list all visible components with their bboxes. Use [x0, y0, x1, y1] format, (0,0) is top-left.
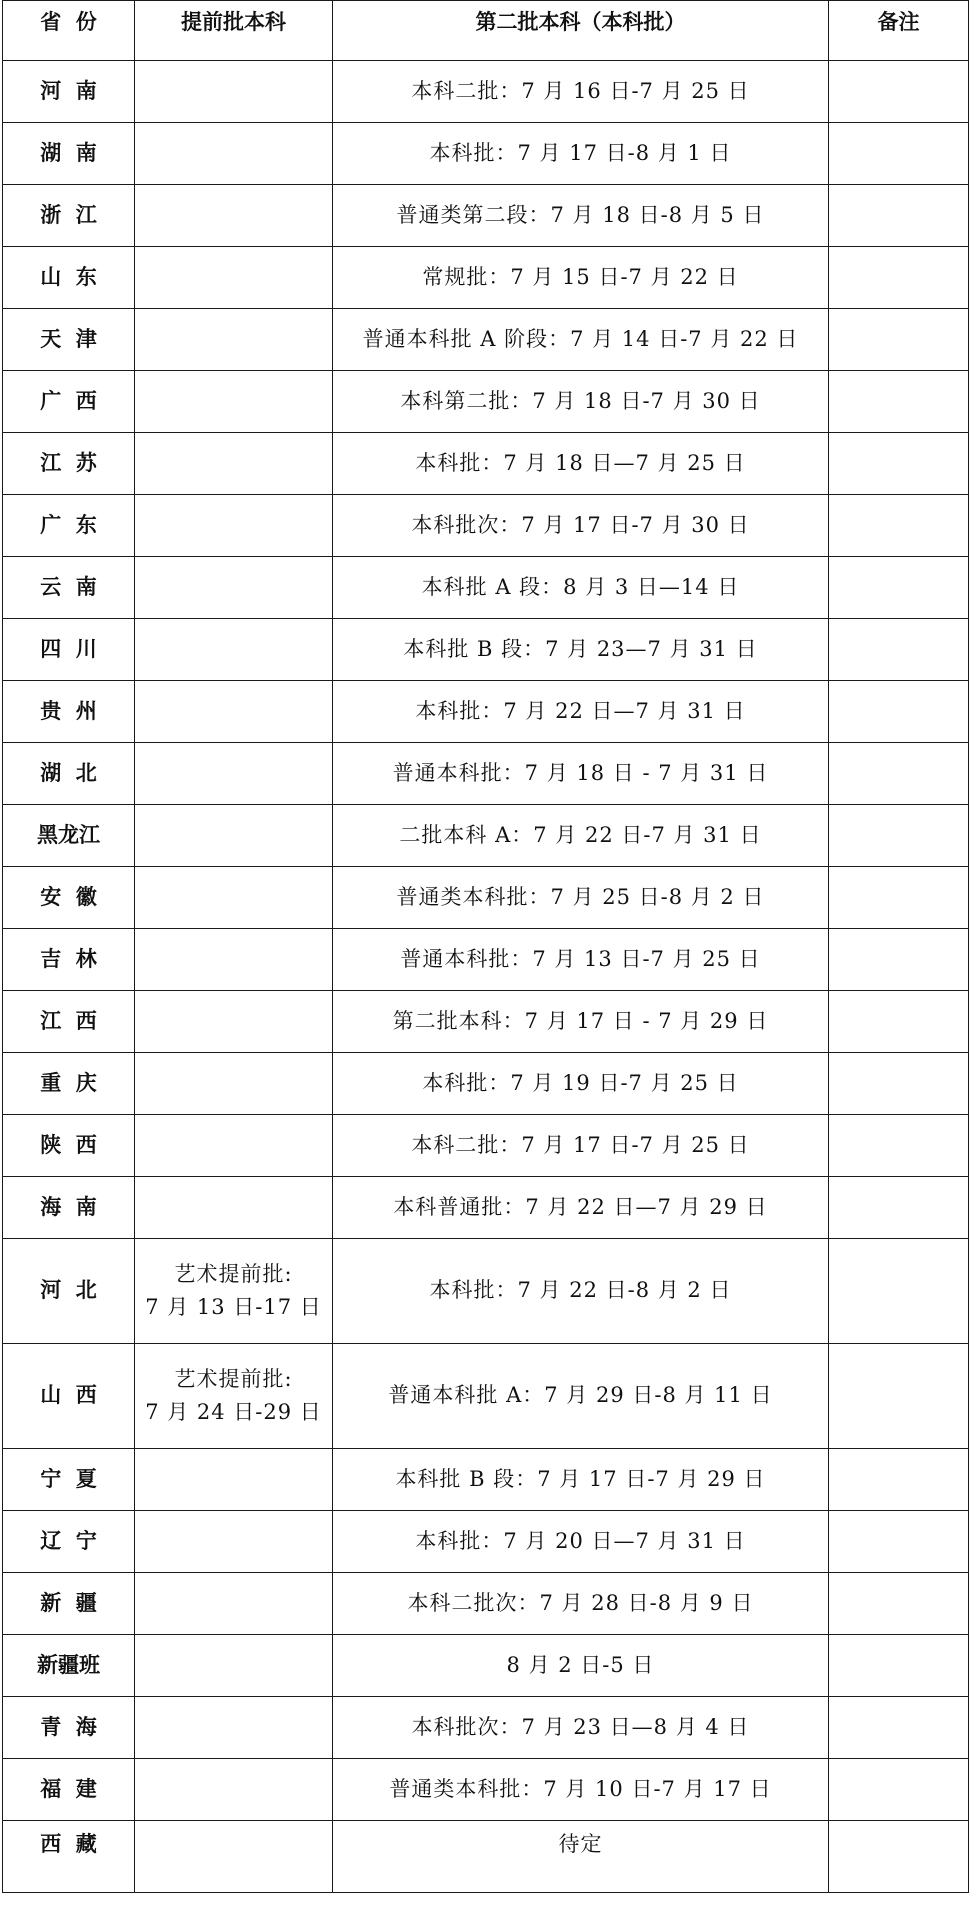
province-cell: 河 南 [3, 61, 135, 123]
early-batch-cell [135, 1239, 333, 1344]
early-batch-cell [135, 433, 333, 495]
early-batch-cell [135, 1115, 333, 1177]
second-batch-cell: 普通类第二段：7 月 18 日-8 月 5 日 [333, 185, 829, 247]
table-row [3, 1635, 969, 1697]
province-cell: 陕 西 [3, 1115, 135, 1177]
early-batch-dates: 7 月 13 日-17 日 [145, 1295, 322, 1319]
second-batch-cell: 普通类本科批：7 月 25 日-8 月 2 日 [333, 867, 829, 929]
second-batch-cell: 8 月 2 日-5 日 [333, 1635, 829, 1697]
province-cell: 辽 宁 [3, 1511, 135, 1573]
second-batch-cell: 本科批 B 段：7 月 17 日-7 月 29 日 [333, 1449, 829, 1511]
early-batch-cell [135, 1449, 333, 1511]
table-row [3, 1344, 969, 1449]
table-row [3, 247, 969, 309]
table-row [3, 1115, 969, 1177]
second-batch-cell: 本科批次：7 月 23 日—8 月 4 日 [333, 1697, 829, 1759]
note-cell [829, 1635, 969, 1697]
note-cell [829, 61, 969, 123]
province-cell: 云 南 [3, 557, 135, 619]
province-cell: 贵 州 [3, 681, 135, 743]
early-batch-cell [135, 123, 333, 185]
early-batch-cell [135, 1053, 333, 1115]
early-batch-cell [135, 185, 333, 247]
table-row [3, 1239, 969, 1344]
second-batch-cell: 待定 [333, 1821, 829, 1893]
note-cell [829, 743, 969, 805]
second-batch-cell: 本科二批次：7 月 28 日-8 月 9 日 [333, 1573, 829, 1635]
note-cell [829, 991, 969, 1053]
note-cell [829, 185, 969, 247]
province-cell: 广 西 [3, 371, 135, 433]
note-cell [829, 1697, 969, 1759]
early-batch-cell [135, 867, 333, 929]
province-cell: 新 疆 [3, 1573, 135, 1635]
table-row [3, 681, 969, 743]
early-batch-dates: 7 月 24 日-29 日 [145, 1400, 322, 1424]
early-batch-label: 艺术提前批: [174, 1367, 293, 1392]
table-row [3, 185, 969, 247]
second-batch-cell: 第二批本科：7 月 17 日 - 7 月 29 日 [333, 991, 829, 1053]
table-row [3, 991, 969, 1053]
note-cell [829, 1344, 969, 1449]
early-batch-cell [135, 1511, 333, 1573]
table-row [3, 123, 969, 185]
note-cell [829, 1759, 969, 1821]
table-row [3, 805, 969, 867]
table-row [3, 1759, 969, 1821]
note-cell [829, 1115, 969, 1177]
note-cell [829, 495, 969, 557]
second-batch-cell: 本科批：7 月 18 日—7 月 25 日 [333, 433, 829, 495]
note-cell [829, 123, 969, 185]
table-row [3, 1573, 969, 1635]
early-batch-cell [135, 247, 333, 309]
second-batch-cell: 本科批：7 月 22 日—7 月 31 日 [333, 681, 829, 743]
note-cell [829, 1177, 969, 1239]
province-cell: 吉 林 [3, 929, 135, 991]
table-row [3, 433, 969, 495]
admission-schedule-table [2, 0, 969, 1893]
second-batch-cell: 本科批：7 月 20 日—7 月 31 日 [333, 1511, 829, 1573]
table-row [3, 743, 969, 805]
table-row [3, 371, 969, 433]
early-batch-label: 艺术提前批: [174, 1262, 293, 1287]
table-row [3, 61, 969, 123]
early-batch-cell [135, 1573, 333, 1635]
early-batch-cell [135, 557, 333, 619]
note-cell [829, 1511, 969, 1573]
province-cell: 西 藏 [3, 1821, 135, 1893]
note-cell [829, 1239, 969, 1344]
province-cell: 河 北 [3, 1239, 135, 1344]
second-batch-cell: 本科批：7 月 22 日-8 月 2 日 [333, 1239, 829, 1344]
province-cell: 山 东 [3, 247, 135, 309]
province-cell: 广 东 [3, 495, 135, 557]
early-batch-cell [135, 743, 333, 805]
note-cell [829, 247, 969, 309]
second-batch-cell: 本科批次：7 月 17 日-7 月 30 日 [333, 495, 829, 557]
second-batch-cell: 普通本科批 A 阶段：7 月 14 日-7 月 22 日 [333, 309, 829, 371]
note-cell [829, 867, 969, 929]
province-cell: 安 徽 [3, 867, 135, 929]
early-batch-cell [135, 1344, 333, 1449]
province-cell: 湖 北 [3, 743, 135, 805]
early-batch-cell [135, 991, 333, 1053]
table-row [3, 495, 969, 557]
table-row [3, 1511, 969, 1573]
header-early-batch: 提前批本科 [135, 1, 333, 61]
second-batch-cell: 本科批 A 段：8 月 3 日—14 日 [333, 557, 829, 619]
note-cell [829, 619, 969, 681]
province-cell: 福 建 [3, 1759, 135, 1821]
early-batch-cell [135, 805, 333, 867]
header-row [3, 1, 969, 61]
second-batch-cell: 二批本科 A：7 月 22 日-7 月 31 日 [333, 805, 829, 867]
province-cell: 海 南 [3, 1177, 135, 1239]
note-cell [829, 1053, 969, 1115]
table-row [3, 1177, 969, 1239]
province-cell: 四 川 [3, 619, 135, 681]
early-batch-cell [135, 1821, 333, 1893]
early-batch-cell [135, 1177, 333, 1239]
table-row [3, 867, 969, 929]
note-cell [829, 681, 969, 743]
early-batch-cell [135, 681, 333, 743]
note-cell [829, 309, 969, 371]
table-row [3, 1449, 969, 1511]
early-batch-cell [135, 495, 333, 557]
note-cell [829, 371, 969, 433]
province-cell: 天 津 [3, 309, 135, 371]
province-cell: 山 西 [3, 1344, 135, 1449]
second-batch-cell: 本科批：7 月 19 日-7 月 25 日 [333, 1053, 829, 1115]
second-batch-cell: 本科批：7 月 17 日-8 月 1 日 [333, 123, 829, 185]
note-cell [829, 433, 969, 495]
table-row [3, 557, 969, 619]
second-batch-cell: 本科二批：7 月 16 日-7 月 25 日 [333, 61, 829, 123]
province-cell: 江 西 [3, 991, 135, 1053]
note-cell [829, 805, 969, 867]
second-batch-cell: 普通本科批：7 月 18 日 - 7 月 31 日 [333, 743, 829, 805]
province-cell: 重 庆 [3, 1053, 135, 1115]
early-batch-cell [135, 61, 333, 123]
table-row [3, 1697, 969, 1759]
province-cell: 湖 南 [3, 123, 135, 185]
early-batch-cell [135, 929, 333, 991]
header-second-batch: 第二批本科（本科批） [333, 1, 829, 61]
early-batch-cell [135, 1697, 333, 1759]
note-cell [829, 1821, 969, 1893]
early-batch-cell [135, 1759, 333, 1821]
second-batch-cell: 普通类本科批：7 月 10 日-7 月 17 日 [333, 1759, 829, 1821]
early-batch-cell [135, 619, 333, 681]
note-cell [829, 1449, 969, 1511]
province-cell: 浙 江 [3, 185, 135, 247]
header-province: 省 份 [3, 1, 135, 61]
header-note: 备注 [829, 1, 969, 61]
province-cell: 黑龙江 [3, 805, 135, 867]
second-batch-cell: 普通本科批：7 月 13 日-7 月 25 日 [333, 929, 829, 991]
province-cell: 青 海 [3, 1697, 135, 1759]
table-row [3, 619, 969, 681]
table-row [3, 1053, 969, 1115]
note-cell [829, 557, 969, 619]
early-batch-cell [135, 309, 333, 371]
province-cell: 江 苏 [3, 433, 135, 495]
second-batch-cell: 本科二批：7 月 17 日-7 月 25 日 [333, 1115, 829, 1177]
province-cell: 新疆班 [3, 1635, 135, 1697]
second-batch-cell: 常规批：7 月 15 日-7 月 22 日 [333, 247, 829, 309]
note-cell [829, 1573, 969, 1635]
table-row [3, 1821, 969, 1893]
table-row [3, 309, 969, 371]
early-batch-cell [135, 371, 333, 433]
early-batch-cell [135, 1635, 333, 1697]
second-batch-cell: 本科普通批：7 月 22 日—7 月 29 日 [333, 1177, 829, 1239]
second-batch-cell: 本科第二批：7 月 18 日-7 月 30 日 [333, 371, 829, 433]
table-row [3, 929, 969, 991]
second-batch-cell: 本科批 B 段：7 月 23—7 月 31 日 [333, 619, 829, 681]
note-cell [829, 929, 969, 991]
province-cell: 宁 夏 [3, 1449, 135, 1511]
second-batch-cell: 普通本科批 A：7 月 29 日-8 月 11 日 [333, 1344, 829, 1449]
